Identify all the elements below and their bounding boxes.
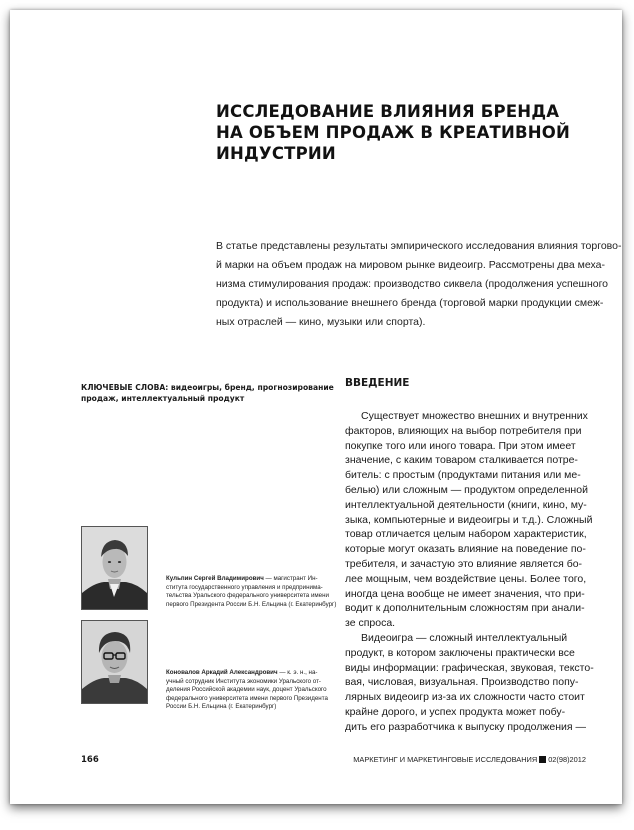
body-line: виды информации: графическая, звуковая, тексто- — [345, 661, 594, 674]
body-line: дить его разработчика к выпуску продолжения — — [345, 720, 586, 733]
article-abstract — [216, 237, 622, 332]
body-line: товар отличается целым набором характеристик, — [345, 528, 587, 541]
author-portrait-icon — [82, 621, 147, 703]
keywords — [81, 382, 334, 404]
journal-footer — [353, 755, 586, 764]
journal-name: МАРКЕТИНГ И МАРКЕТИНГОВЫЕ ИССЛЕДОВАНИЯ — [353, 755, 538, 764]
body-line: водит к дополнительным сложностям при анали- — [345, 602, 585, 615]
keywords-line: КЛЮЧЕВЫЕ СЛОВА: видеоигры, бренд, прогнозирование — [81, 383, 334, 392]
body-line: интеллектуальной деятельности (книги, кино, му- — [345, 498, 587, 511]
body-line: иногда цена вообще не имеет значения, что при- — [345, 587, 585, 600]
body-line: факторов, влияющих на выбор потребителя при — [345, 424, 582, 437]
body-line: покупке того или иного товара. При этом имеет — [345, 439, 576, 452]
body-line: значение, с каким товаром сталкивается потре- — [345, 454, 578, 467]
body-line: крайне дорого, и успех продукта может побу- — [345, 705, 566, 718]
bio-line: деления Российской академии наук, доцент Уральского — [166, 686, 327, 694]
body-line: зыка, компьютерные и видеоигры и т.д.). Сложный — [345, 513, 593, 526]
body-line: зе спроса. — [345, 617, 396, 630]
title-line: ИНДУСТРИИ — [216, 144, 336, 163]
bio-line: первого Президента России Б.Н. Ельцина (г. Екатеринбург) — [166, 600, 337, 608]
bio-line: тельства Уральского федерального университета имени — [166, 592, 329, 600]
body-line: требителя, и зачастую это влияние является бо- — [345, 557, 583, 570]
title-line: НА ОБЪЕМ ПРОДАЖ В КРЕАТИВНОЙ — [216, 123, 571, 142]
abstract-line: ных отраслей — кино, музыки или спорта). — [216, 316, 426, 328]
issue-number: 02(98)2012 — [548, 755, 586, 764]
body-line: вая, числовая, визуальная. Производство попу- — [345, 676, 579, 689]
body-line: белью) или сложным — продуктом определенной — [345, 483, 588, 496]
body-line: битель: с простым (продуктами питания или ме- — [345, 469, 581, 482]
abstract-line: низма стимулирования продаж: производство сиквела (продолжения успешного — [216, 278, 609, 290]
body-line: продукт, в котором заключены практически все — [345, 646, 575, 659]
section-heading: ВВЕДЕНИЕ — [345, 377, 410, 389]
title-line: ИССЛЕДОВАНИЕ ВЛИЯНИЯ БРЕНДА — [216, 102, 560, 121]
body-line: Существует множество внешних и внутренних — [361, 410, 588, 422]
article-title — [216, 101, 571, 164]
body-line: Видеоигра — сложный интеллектуальный — [361, 631, 568, 644]
body-line: лее мощным, чем воздействие цены. Более того, — [345, 572, 587, 585]
abstract-line: й марки на объем продаж на мировом рынке видеоигр. Рассмотрены два меха- — [216, 259, 605, 271]
body-text — [345, 409, 607, 735]
author-bio: Коновалов Аркадий Александрович — к. э. н., на- учный сотрудник Института экономики Уральского от- деления Российской академии наук, доцент Уральского федерального университета имени первого Президента России Б.Н. Ельцина (г. Екатеринбург) — [166, 669, 336, 712]
author-bio: Кульпин Сергей Владимирович — магистрант Ин- ститута государственного управления и предпринима- тельства Уральского федерального университета имени первого Президента России Б.Н. Ельцина (г. Екатеринбург) — [166, 575, 337, 608]
bio-line: ститута государственного управления и предпринима- — [166, 583, 323, 591]
author-name: Кульпин Сергей Владимирович — [166, 575, 264, 582]
author-portrait-icon — [82, 527, 147, 609]
body-line: лярных видеоигр из-за их сложности часто стоит — [345, 691, 585, 704]
author-photo — [81, 526, 148, 610]
abstract-line: продукта) и использование внешнего бренда (торговой марки продукции смеж- — [216, 297, 604, 309]
bio-line: учный сотрудник Института экономики Уральского от- — [166, 677, 321, 685]
keywords-line: продаж, интеллектуальный продукт — [81, 394, 245, 403]
abstract-line: В статье представлены результаты эмпирического исследования влияния торгово- — [216, 240, 622, 252]
author-name: Коновалов Аркадий Александрович — [166, 669, 278, 676]
bio-line: федерального университета имени первого Президента — [166, 694, 328, 702]
page-number: 166 — [81, 755, 99, 765]
body-line: которые могут оказать влияние на поведение по- — [345, 543, 586, 556]
document-page — [10, 10, 622, 804]
author-photo — [81, 620, 148, 704]
bio-line: России Б.Н. Ельцина (г. Екатеринбург) — [166, 703, 277, 711]
square-icon — [539, 756, 546, 763]
